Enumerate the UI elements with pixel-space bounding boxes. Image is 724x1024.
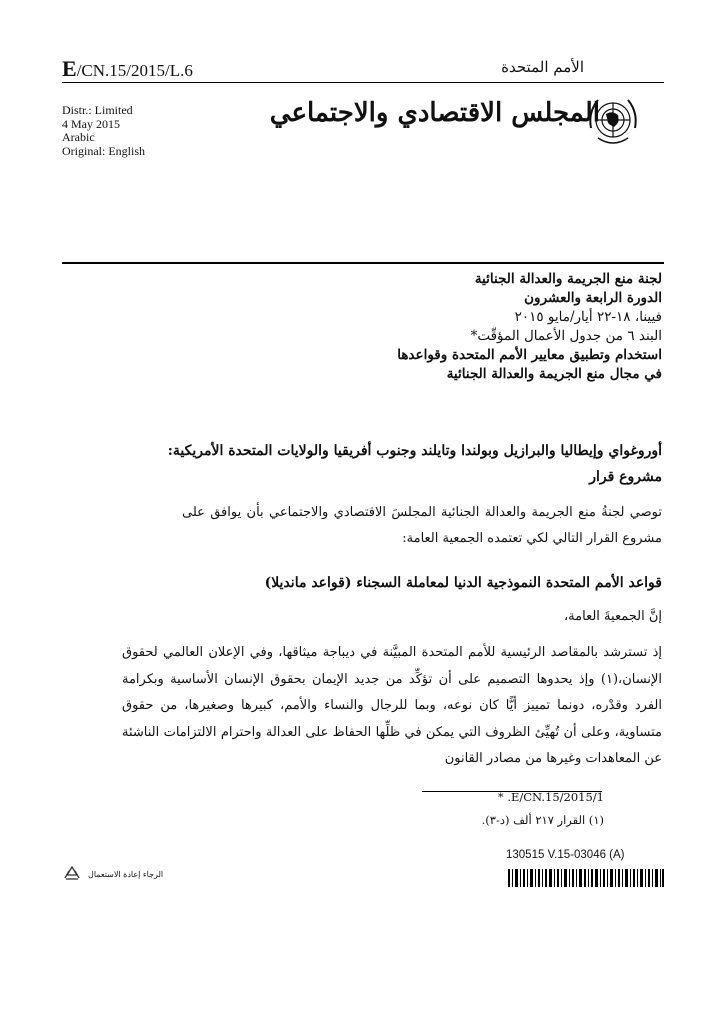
rules-title: قواعد الأمم المتحدة النموذجية الدنيا لمعاملة السجناء (قواعد مانديلا) xyxy=(264,575,662,591)
original-language: Original: English xyxy=(62,143,145,158)
language: Arabic xyxy=(62,130,95,144)
sponsors xyxy=(122,438,662,490)
draft-resolution-label: مشروع قرار xyxy=(589,469,662,485)
agenda-title-line-2: في مجال منع الجريمة والعدالة الجنائية xyxy=(446,366,662,382)
distribution: Distr.: Limited xyxy=(62,103,133,117)
un-emblem-icon xyxy=(584,94,642,150)
council-title: المجلس الاقتصادي والاجتماعي xyxy=(269,98,600,128)
recycle-notice xyxy=(62,865,163,883)
united-nations-name: الأمم المتحدة xyxy=(501,58,584,76)
preamble-paragraph: إذ تسترشد بالمقاصد الرئيسية للأمم المتحدة المبيَّنة في ديباجة ميثاقها، وفي الإعلان العالمي لحقوق الإنسان،(١) وإذ يحدوها التصميم على أن تؤكِّد من جديد الإيمان بحقوق الإنسان الأساسية وبكرامة الفرد وقدْره، دونما تمييز أيًّا كان نوعه، وبما للرجال والنساء والأمم، كبيرها وصغيرها، من حقوق متساوية، وعلى أن تُهيِّئ الظروف التي يمكن في ظلِّها الحفاظ على العدالة واحترام الالتزامات الناشئة عن المعاهدات وغيرها من مصادر القانون xyxy=(122,645,662,766)
distribution-block xyxy=(62,104,145,158)
agenda-item: البند ٦ من جدول الأعمال المؤقّت* xyxy=(470,328,662,344)
meeting-info xyxy=(162,270,662,384)
date: 4 May 2015 xyxy=(62,116,120,131)
agenda-title-line-1: استخدام وتطبيق معايير الأمم المتحدة وقواعدها xyxy=(397,347,662,363)
header-rule xyxy=(62,82,664,83)
recycle-icon xyxy=(62,865,82,883)
footnote-star-ref: E/CN.15/2015/1. xyxy=(507,790,604,804)
section-rule xyxy=(62,262,664,264)
sponsor-countries: أوروغواي وإيطاليا والبرازيل وبولندا وتايلند وجنوب أفريقيا والولايات المتحدة الأمريكية: xyxy=(167,443,662,459)
footnote-star-marker: * xyxy=(497,790,504,804)
job-number: 130515 V.15-03046 (A) xyxy=(506,849,625,861)
recommendation-paragraph: توصي لجنةُ منع الجريمة والعدالة الجنائية المجلسَ الاقتصادي والاجتماعي بأن يوافق على مشروع القرار التالي لكي تعتمده الجمعية العامة: xyxy=(182,505,662,546)
document-symbol: E/CN.15/2015/L.6 xyxy=(62,56,193,81)
venue-date: فيينا، ١٨-٢٢ أيار/مايو ٢٠١٥ xyxy=(514,309,662,325)
session-name: الدورة الرابعة والعشرون xyxy=(524,290,662,306)
barcode-icon xyxy=(508,869,664,887)
preamble-opening: إنَّ الجمعيةَ العامة، xyxy=(563,609,662,624)
recycle-text: الرجاء إعادة الاستعمال xyxy=(88,869,164,879)
commission-name: لجنة منع الجريمة والعدالة الجنائية xyxy=(474,271,662,287)
footnote-1: (١) القرار ٢١٧ ألف (د-٣). xyxy=(481,813,604,827)
footnote-star xyxy=(498,790,604,804)
